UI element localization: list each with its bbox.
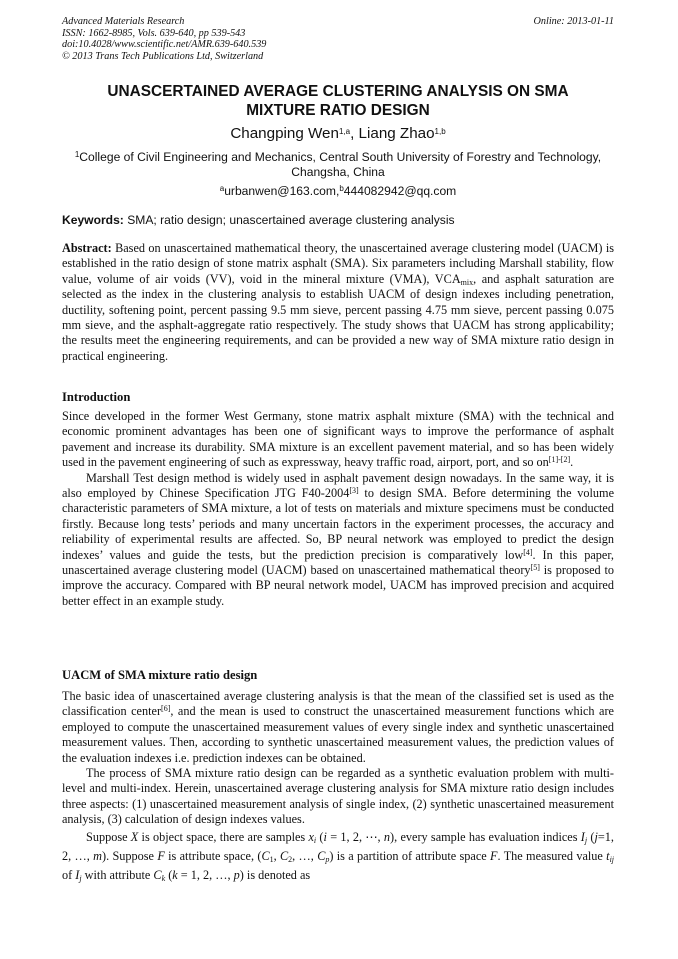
uacm-p3-text: with attribute	[81, 868, 154, 883]
citation-ref: [1]-[2]	[548, 455, 571, 465]
math-subscript: 1	[269, 854, 274, 864]
math-symbol: n	[383, 829, 391, 844]
doi-line: doi:10.4028/www.scientific.net/AMR.639-640.539	[62, 39, 267, 51]
uacm-p1-text-a: The basic idea of unascertained average clustering analysis is that the mean of the classified set is used as the classification center	[62, 689, 614, 719]
uacm-p3-text: is object space, there are samples	[138, 829, 309, 844]
abstract-text-1: Based on unascertained mathematical theory, the unascertained average clustering model (UACM) is established in the ratio design of stone matrix asphalt (SMA). Six parameters including Marshall stability, flow value, volume of air voids (VV), void in the mineral mixture (VMA), VCA	[62, 241, 614, 286]
online-date: Online: 2013-01-11	[533, 16, 614, 27]
uacm-p3-text: (	[165, 868, 173, 883]
math-symbol: x	[308, 829, 314, 844]
math-symbol: C	[153, 868, 162, 883]
uacm-p3-text: is attribute space, (	[164, 848, 262, 863]
intro-p2-text-b: to design SMA. Before determining the volume characteristic parameters of SMA mixture, a lot of tests on materials and mixture specimens must be conducted firstly. Because long tests’ periods and many uncertain factors in the experiment processes, the accuracy and reliability of experimental results are affected. So, BP neural network was employed to predict the design indexes’ values and guide the tests, but the prediction precision is comparatively low	[62, 486, 615, 562]
math-symbol: C	[280, 848, 289, 863]
uacm-paragraph-3	[62, 828, 614, 886]
copyright-line: © 2013 Trans Tech Publications Ltd, Switzerland	[62, 50, 264, 62]
uacm-p3-text: ) is a partition of attribute space	[329, 848, 491, 863]
math-symbol: k	[172, 868, 178, 883]
affiliation-text: College of Civil Engineering and Mechanics, Central South University of Forestry and Technology, Changsha, China	[79, 150, 602, 180]
math-subscript: k	[161, 874, 166, 884]
intro-p2-text-d: is proposed to improve the accuracy. Compared with BP neural network model, UACM has improved precision and acquired better effect in an example study.	[62, 563, 615, 608]
math-symbol: F	[157, 848, 165, 863]
math-subscript: i	[313, 835, 317, 845]
email-b: 444082942@qq.com	[343, 184, 457, 198]
math-symbol: I	[75, 868, 80, 883]
uacm-p3-text: . The measured value	[497, 848, 607, 863]
uacm-body	[62, 689, 614, 885]
email-mark-a: a	[219, 184, 225, 193]
citation-ref: [3]	[349, 486, 359, 496]
math-symbol: X	[130, 829, 139, 844]
journal-name: Advanced Materials Research	[62, 16, 185, 27]
affiliation	[62, 150, 614, 180]
uacm-p3-text: = 1, 2, ⋯,	[326, 829, 384, 844]
math-symbol: m	[93, 848, 103, 863]
section-heading-introduction: Introduction	[62, 390, 131, 404]
abstract-label: Abstract:	[62, 241, 112, 255]
abstract-subscript: mix	[460, 277, 474, 287]
math-symbol: p	[233, 868, 240, 883]
title-line-1: UNASCERTAINED AVERAGE CLUSTERING ANALYSIS ON SMA	[107, 83, 569, 100]
math-symbol: t	[606, 848, 610, 863]
author-2: Liang Zhao	[358, 125, 435, 142]
math-symbol: j	[594, 829, 598, 844]
keywords-text: SMA; ratio design; unascertained average clustering analysis	[123, 213, 455, 227]
intro-p1-end: .	[570, 455, 574, 470]
uacm-p3-text: ), every sample has evaluation indices	[390, 829, 581, 844]
issn-line: ISSN: 1662-8985, Vols. 639-640, pp 539-543	[62, 27, 246, 39]
section-heading-uacm: UACM of SMA mixture ratio design	[62, 668, 258, 682]
uacm-p3-text: (	[316, 829, 324, 844]
uacm-p3-text: =1, 2, …,	[62, 829, 614, 863]
author-2-affil-mark: 1,b	[434, 127, 446, 136]
email-mark-b: b	[339, 184, 344, 193]
uacm-p3-text: = 1, 2, …,	[177, 868, 234, 883]
math-subscript: ij	[609, 854, 615, 864]
title-line-2: MIXTURE RATIO DESIGN	[246, 102, 430, 119]
keywords-label: Keywords:	[62, 213, 124, 227]
math-subscript: j	[79, 874, 82, 884]
author-1: Changping Wen	[230, 125, 339, 142]
citation-ref: [5]	[530, 563, 540, 573]
running-header	[62, 16, 614, 62]
math-subscript: 2	[288, 854, 293, 864]
uacm-p3-text: ) is denoted as	[239, 868, 311, 883]
uacm-p3-text: ). Suppose	[102, 848, 158, 863]
affiliation-mark: 1	[74, 150, 80, 159]
uacm-paragraph-2: The process of SMA mixture ratio design can be regarded as a synthetic evaluation problem with multi-level and multi-index. Herein, unascertained average clustering analysis for SMA mixture ratio design includes three aspects: (1) unascertained measurement analysis of single index, (2) synthetic unascertained measurement analysis, (3) calculation of design indexes values.	[62, 766, 614, 827]
abstract	[62, 241, 614, 364]
email-a: urbanwen@163.com,	[224, 184, 340, 198]
citation-ref: [4]	[523, 547, 533, 557]
uacm-paragraph-1	[62, 689, 614, 766]
math-symbol: F	[490, 848, 498, 863]
introduction-body	[62, 409, 614, 609]
math-symbol: C	[261, 848, 270, 863]
author-1-affil-mark: 1,a	[338, 127, 351, 136]
uacm-p3-text: (	[587, 829, 595, 844]
intro-p2-text-c: . In this paper, unascertained average clustering model (UACM) based on unascertained mathematical theory	[62, 547, 614, 578]
paper-title	[62, 82, 614, 120]
uacm-p1-text-b: , and the mean is used to construct the unascertained measurement functions which are employed to compute the unascertained measurement values of every single index and synthetic unascertained measurement values. Then, according to synthetic unascertained measurement values, the prediction values of the evaluation indexes i.e. prediction indexes can be obtained.	[62, 704, 614, 765]
intro-p1-text: Since developed in the former West Germany, stone matrix asphalt mixture (SMA) with the technical and economic prominent advantages has been one of significant ways to improve the performance of asphalt pavement and increase its durability. SMA mixture is an excellent pavement material, and so has been widely used in the pavement engineering of such as expressway, heavy traffic road, airport, port, and so on	[62, 409, 614, 470]
uacm-p3-text: of	[62, 868, 76, 883]
author-list	[62, 124, 614, 143]
intro-paragraph-1	[62, 409, 614, 471]
keywords	[62, 213, 614, 228]
citation-ref: [6]	[161, 704, 171, 714]
author-separator: ,	[350, 125, 359, 142]
math-symbol: I	[580, 829, 585, 844]
abstract-text-2: , and asphalt saturation are selected as the index in the clustering analysis to establish UACM of design indexes including penetration, ductility, softening point, percent passing 9.5 mm sieve, percent passing 4.75 mm sieve, percent passing 0.075 mm sieve, and the asphalt-aggregate ratio respectively. The study shows that UACM has strong applicability; the results meet the engineering requirements, and can be provided a new way of SMA mixture ratio design in practical engineering.	[62, 271, 615, 363]
math-subscript: j	[584, 835, 588, 845]
intro-paragraph-2	[62, 471, 614, 610]
intro-p2-text-a: Marshall Test design method is widely used in asphalt pavement design nowadays. In the same way, it is also employed by Chinese Specification JTG F40-2004	[62, 470, 614, 501]
math-symbol: C	[317, 848, 326, 863]
uacm-p3-text: ,	[273, 848, 280, 863]
email-line	[62, 184, 614, 199]
math-symbol: i	[323, 829, 327, 844]
uacm-p3-text: , …,	[292, 848, 318, 863]
uacm-p3-text: Suppose	[86, 829, 131, 844]
math-subscript: p	[325, 854, 330, 864]
